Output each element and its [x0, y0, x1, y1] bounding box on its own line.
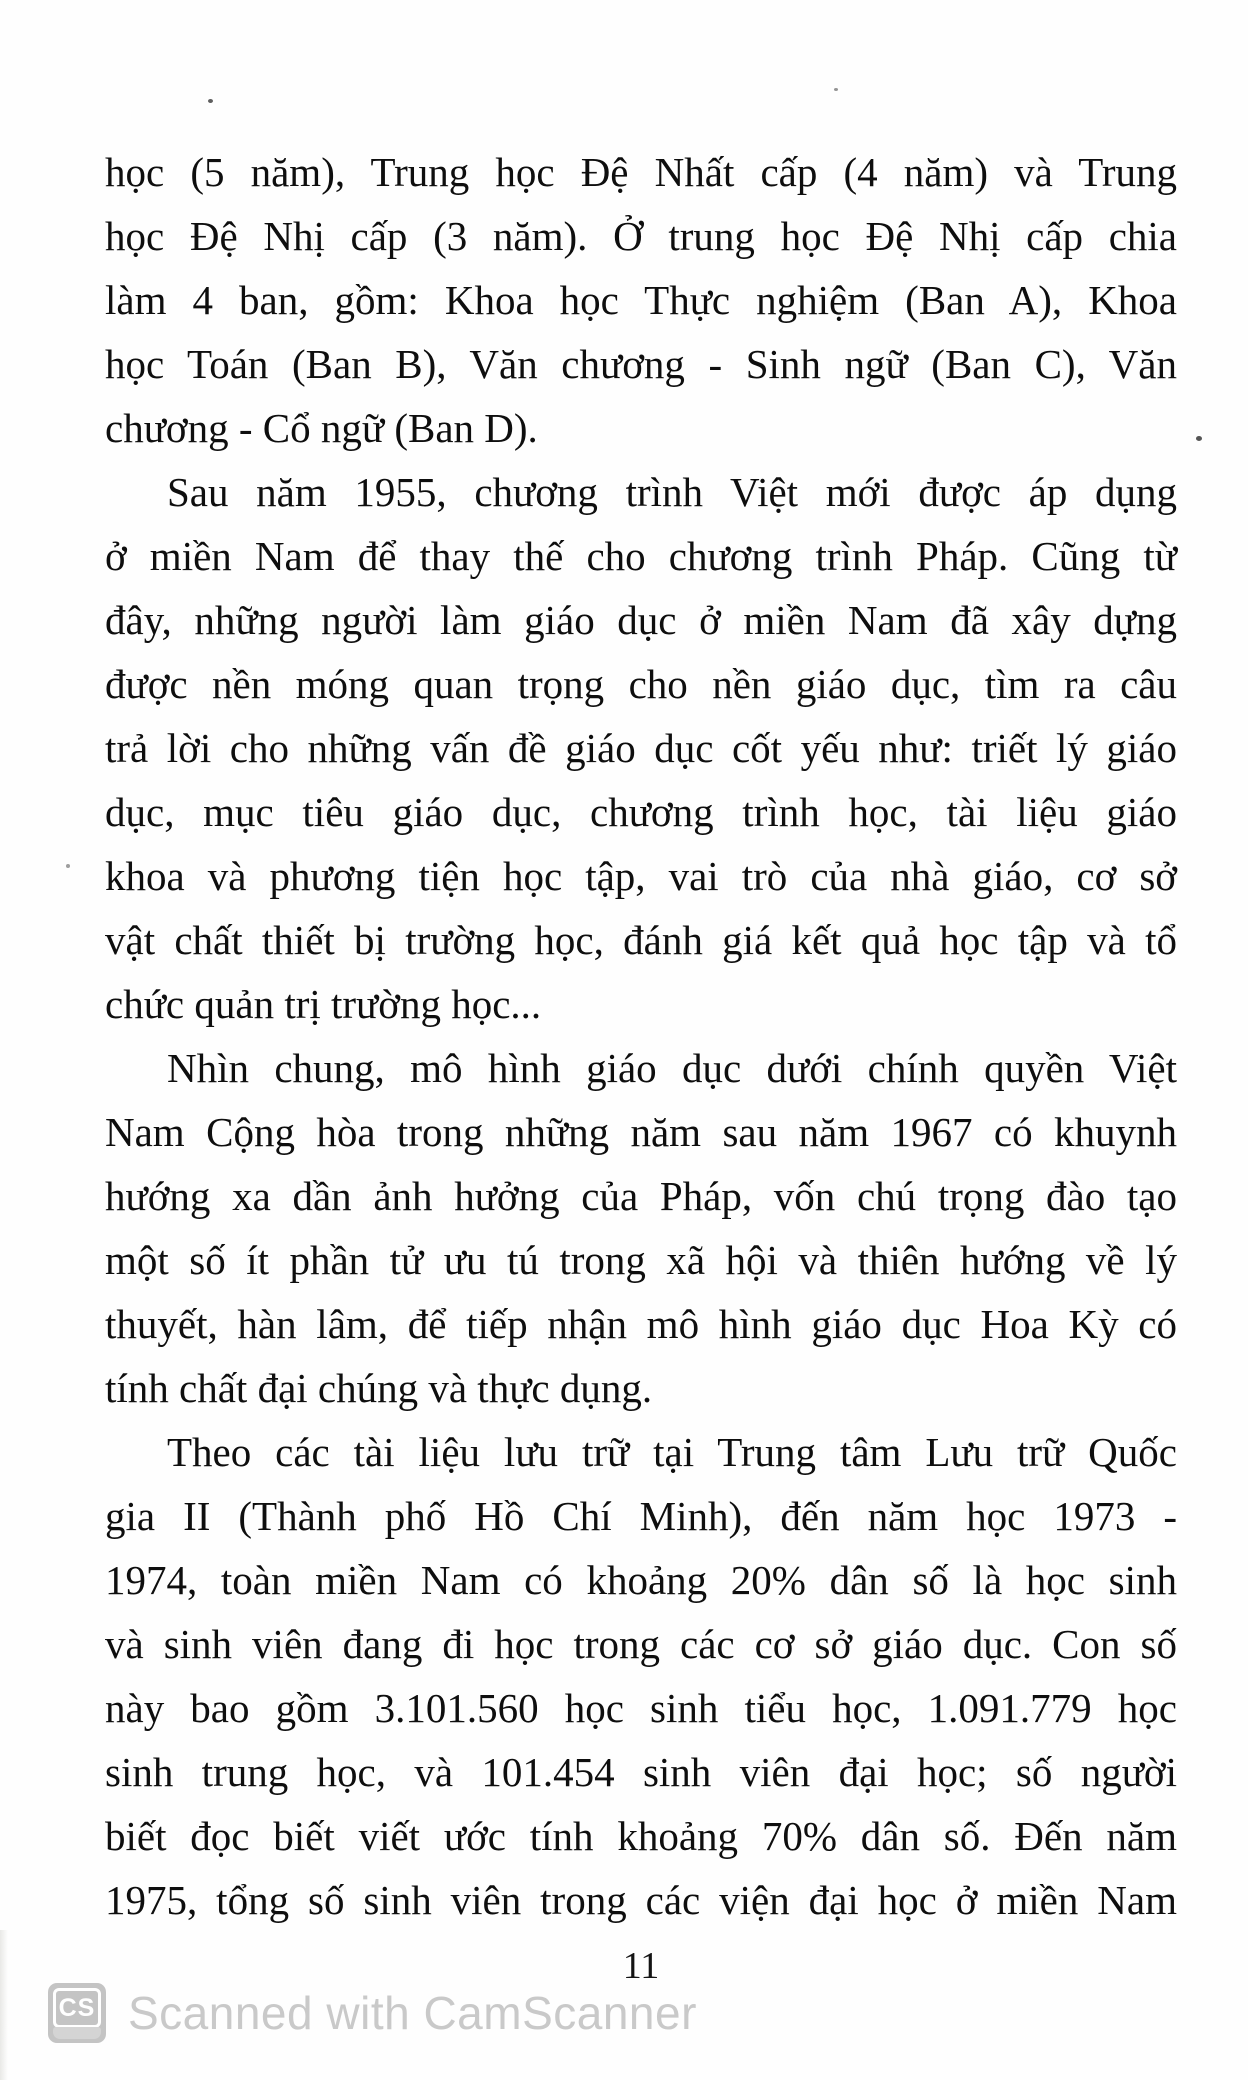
text-line: và sinh viên đang đi học trong các cơ sở giáo dục. Con số — [105, 1621, 1177, 1667]
text-line: học Toán (Ban B), Văn chương - Sinh ngữ (Ban C), Văn — [105, 341, 1177, 387]
text-line: một số ít phần tử ưu tú trong xã hội và thiên hướng về lý — [105, 1237, 1177, 1283]
camscanner-logo-icon — [48, 1983, 106, 2043]
camscanner-watermark — [48, 1982, 697, 2044]
text-line: chương - Cổ ngữ (Ban D). — [105, 405, 538, 451]
scan-artifact-dot — [66, 864, 70, 868]
scan-artifact-dot — [834, 88, 838, 91]
text-line: làm 4 ban, gồm: Khoa học Thực nghiệm (Ban A), Khoa — [105, 277, 1177, 323]
text-line: thuyết, hàn lâm, để tiếp nhận mô hình giáo dục Hoa Kỳ có — [105, 1301, 1177, 1347]
text-line: học (5 năm), Trung học Đệ Nhất cấp (4 năm) và Trung — [105, 149, 1177, 195]
text-line: Nam Cộng hòa trong những năm sau năm 1967 có khuynh — [105, 1109, 1177, 1155]
watermark-label: Scanned with CamScanner — [128, 1987, 697, 2039]
text-line: Theo các tài liệu lưu trữ tại Trung tâm Lưu trữ Quốc — [167, 1429, 1177, 1475]
text-line: chức quản trị trường học... — [105, 981, 542, 1027]
text-line: 1974, toàn miền Nam có khoảng 20% dân số là học sinh — [105, 1557, 1177, 1603]
page-body-text — [105, 140, 1177, 1932]
camscanner-logo-tab — [53, 2027, 101, 2039]
text-line: sinh trung học, và 101.454 sinh viên đại học; số người — [105, 1749, 1177, 1795]
text-line: học Đệ Nhị cấp (3 năm). Ở trung học Đệ Nhị cấp chia — [105, 213, 1177, 259]
text-line: vật chất thiết bị trường học, đánh giá kết quả học tập và tổ — [105, 917, 1177, 963]
camscanner-logo-text: CS — [53, 1988, 101, 2028]
scan-artifact-dot — [1196, 436, 1202, 441]
text-line: Sau năm 1955, chương trình Việt mới được áp dụng — [167, 469, 1177, 515]
text-line: đây, những người làm giáo dục ở miền Nam đã xây dựng — [105, 597, 1177, 643]
text-line: hướng xa dần ảnh hưởng của Pháp, vốn chú trọng đào tạo — [105, 1173, 1177, 1219]
text-line: biết đọc biết viết ước tính khoảng 70% dân số. Đến năm — [105, 1813, 1177, 1859]
text-line: trả lời cho những vấn đề giáo dục cốt yếu như: triết lý giáo — [105, 725, 1177, 771]
text-line: gia II (Thành phố Hồ Chí Minh), đến năm học 1973 - — [105, 1493, 1177, 1539]
page-number: 11 — [622, 1945, 660, 1987]
text-line: này bao gồm 3.101.560 học sinh tiểu học, 1.091.779 học — [105, 1685, 1177, 1731]
text-line: 1975, tổng số sinh viên trong các viện đại học ở miền Nam — [105, 1877, 1177, 1923]
text-line: ở miền Nam để thay thế cho chương trình Pháp. Cũng từ — [105, 533, 1177, 579]
scan-edge-shadow — [0, 1930, 8, 2080]
scan-artifact-dot — [208, 99, 213, 103]
text-line: khoa và phương tiện học tập, vai trò của nhà giáo, cơ sở — [105, 853, 1177, 899]
text-line: Nhìn chung, mô hình giáo dục dưới chính quyền Việt — [167, 1045, 1177, 1091]
text-line: dục, mục tiêu giáo dục, chương trình học, tài liệu giáo — [105, 789, 1177, 835]
text-line: tính chất đại chúng và thực dụng. — [105, 1365, 653, 1411]
text-line: được nền móng quan trọng cho nền giáo dục, tìm ra câu — [105, 661, 1177, 707]
